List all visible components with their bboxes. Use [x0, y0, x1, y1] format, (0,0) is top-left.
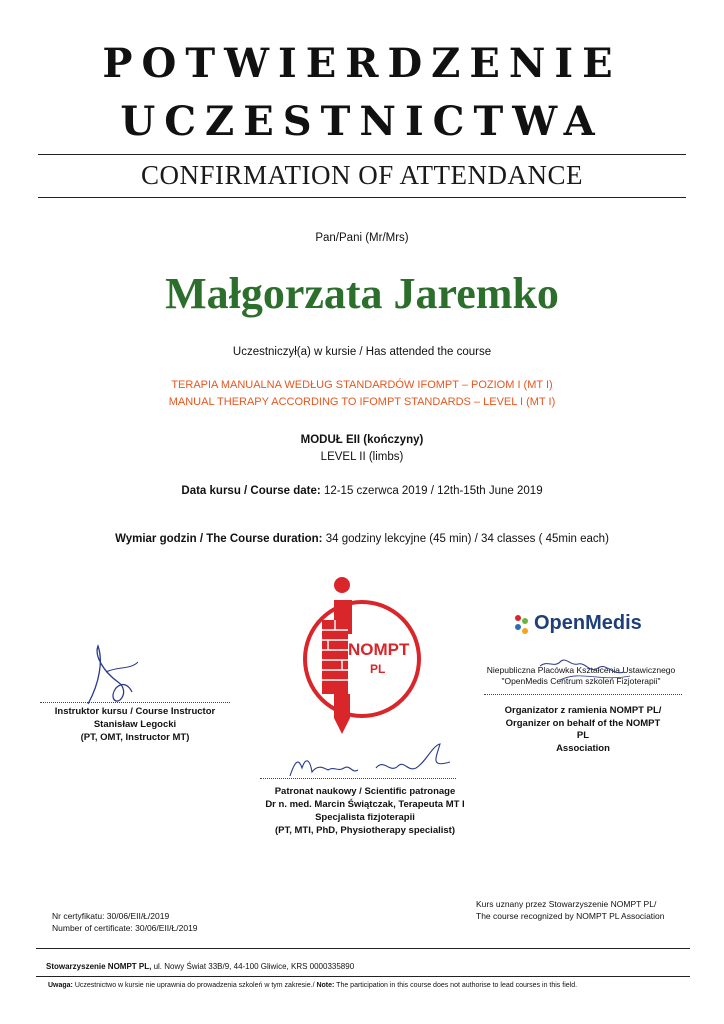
note-text-pl: Uczestnictwo w kursie nie uprawnia do prowadzenia szkoleń w tym zakresie./	[72, 982, 317, 989]
nompt-logo-pl: PL	[370, 662, 386, 676]
note-label-en: Note:	[316, 982, 335, 989]
date-value: 12-15 czerwca 2019 / 12th-15th June 2019	[323, 485, 543, 497]
patronage-signature-line	[260, 778, 456, 779]
association-name: Stowarzyszenie NOMPT PL,	[46, 962, 152, 971]
module-en: LEVEL II (limbs)	[320, 451, 404, 463]
instructor-signature-icon	[58, 642, 188, 706]
attended-label: Uczestniczył(a) w kursie / Has attended the course	[232, 346, 492, 358]
openmedis-dots-icon	[514, 614, 530, 636]
openmedis-text: OpenMedis	[534, 612, 642, 634]
divider-top	[38, 154, 686, 155]
duration-value: 34 godziny lekcyjne (45 min) / 34 classes ( 45min each)	[325, 533, 609, 545]
course-duration	[0, 533, 724, 545]
organizer-role-en-2: PL	[576, 730, 590, 741]
title-line-1: POTWIERDZENIE	[102, 40, 622, 87]
divider-bottom	[38, 197, 686, 198]
instructor-signature-line	[40, 702, 230, 703]
patronage-name: Dr n. med. Marcin Świątczak, Terapeuta MT I	[265, 799, 465, 810]
patronage-specialty: Specjalista fizjoterapii	[315, 812, 415, 823]
certificate-nr-pl: Nr certyfikatu: 30/06/EII/Ł/2019	[52, 911, 170, 921]
date-label: Data kursu / Course date:	[181, 485, 321, 497]
instructor-credentials: (PT, OMT, Instructor MT)	[80, 732, 190, 743]
note-text-en: The participation in this course does not authorise to lead courses in this field.	[334, 982, 578, 989]
recognized-en: The course recognized by NOMPT PL Association	[476, 911, 665, 921]
instructor-block	[40, 705, 230, 744]
association-address: ul. Nowy Świat 33B/9, 44-100 Gliwice, KRS 0000335890	[151, 962, 355, 971]
course-title-pl: TERAPIA MANUALNA WEDŁUG STANDARDÓW IFOMPT – POZIOM I (MT I)	[171, 379, 553, 391]
patronage-block	[230, 785, 500, 837]
instructor-signature	[58, 642, 188, 706]
recognized-pl: Kurs uznany przez Stowarzyszenie NOMPT PL/	[476, 899, 657, 909]
organizer-signature-line	[484, 694, 682, 695]
organizer-role-en-1: Organizer on behalf of the NOMPT	[505, 717, 661, 729]
module-pl: MODUŁ EII (kończyny)	[300, 434, 424, 446]
patronage-signature-icon	[280, 738, 470, 782]
nompt-logo	[298, 574, 438, 744]
course-title-en: MANUAL THERAPY ACCORDING TO IFOMPT STANDARDS – LEVEL I (MT I)	[168, 396, 556, 408]
patronage-signature	[280, 738, 470, 782]
course-date	[0, 485, 724, 497]
nompt-logo-text: NOMPT	[348, 640, 410, 659]
instructor-name: Stanisław Legocki	[93, 719, 177, 730]
patronage-role: Patronat naukowy / Scientific patronage	[274, 786, 456, 797]
organizer-signature-icon	[520, 652, 650, 692]
stamp-line-2: "OpenMedis Centrum szkoleń Fizjoterapii"	[501, 676, 661, 686]
certificate-number	[52, 910, 198, 934]
subtitle: CONFIRMATION OF ATTENDANCE	[140, 160, 584, 190]
certificate-recognition	[476, 898, 665, 922]
note-label-pl: Uwaga:	[48, 982, 73, 989]
footer-address	[46, 962, 354, 971]
instructor-role: Instruktor kursu / Course Instructor	[54, 706, 216, 717]
stamp-line-1: Niepubliczna Placówka Kształcenia Ustawicznego	[486, 665, 676, 675]
organizer-role-en-3: Association	[556, 742, 610, 754]
footer-note	[48, 982, 577, 989]
recipient-name: Małgorzata Jaremko	[165, 269, 559, 318]
organizer-signature	[520, 652, 650, 692]
organizer-block	[484, 705, 682, 755]
footer-divider-top	[36, 948, 690, 949]
patronage-credentials: (PT, MTI, PhD, Physiotherapy specialist)	[274, 825, 455, 836]
organizer-role-pl: Organizator z ramienia NOMPT PL/	[504, 705, 662, 716]
footer-divider-bottom	[36, 976, 690, 977]
salutation: Pan/Pani (Mr/Mrs)	[315, 232, 409, 244]
duration-label: Wymiar godzin / The Course duration:	[115, 533, 323, 545]
certificate-nr-en: Number of certificate: 30/06/EII/Ł/2019	[52, 923, 198, 933]
title-line-2: UCZESTNICTWA	[120, 98, 604, 145]
openmedis-logo	[514, 612, 654, 638]
